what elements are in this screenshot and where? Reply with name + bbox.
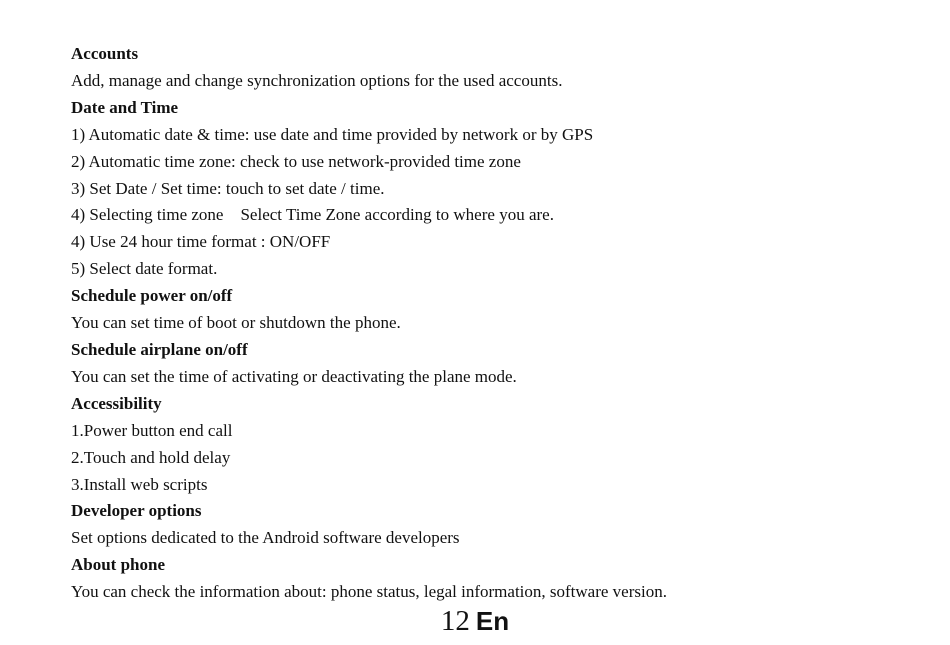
manual-page (71, 41, 911, 606)
accessibility-item: 2.Touch and hold delay (71, 447, 231, 467)
schedule-airplane-heading: Schedule airplane on/off (71, 339, 248, 359)
accounts-description: Add, manage and change synchronization options for the used accounts. (71, 70, 563, 90)
developer-options-description: Set options dedicated to the Android software developers (71, 528, 460, 548)
date-time-item: 2) Automatic time zone: check to use network-provided time zone (71, 151, 521, 171)
date-time-heading: Date and Time (71, 97, 179, 117)
date-time-item: 4) Use 24 hour time format : ON/OFF (71, 232, 331, 252)
date-time-item: 1) Automatic date & time: use date and time provided by network or by GPS (71, 124, 594, 144)
accessibility-heading: Accessibility (71, 393, 162, 413)
developer-options-heading: Developer options (71, 501, 202, 521)
accounts-heading: Accounts (71, 44, 139, 63)
accessibility-item: 3.Install web scripts (71, 474, 208, 494)
about-phone-description: You can check the information about: phone status, legal information, software version. (71, 582, 667, 602)
schedule-power-description: You can set time of boot or shutdown the phone. (71, 313, 401, 333)
schedule-airplane-description: You can set the time of activating or deactivating the plane mode. (71, 366, 517, 386)
date-time-item: 4) Selecting time zone Select Time Zone according to where you are. (71, 205, 554, 225)
date-time-item: 3) Set Date / Set time: touch to set date / time. (71, 178, 385, 198)
about-phone-heading: About phone (71, 555, 166, 575)
accessibility-item: 1.Power button end call (71, 420, 233, 440)
schedule-power-heading: Schedule power on/off (71, 286, 233, 306)
page-footer (0, 604, 950, 638)
language-code: En (475, 606, 510, 636)
page-number: 12 (440, 605, 470, 637)
date-time-item: 5) Select date format. (71, 259, 218, 279)
